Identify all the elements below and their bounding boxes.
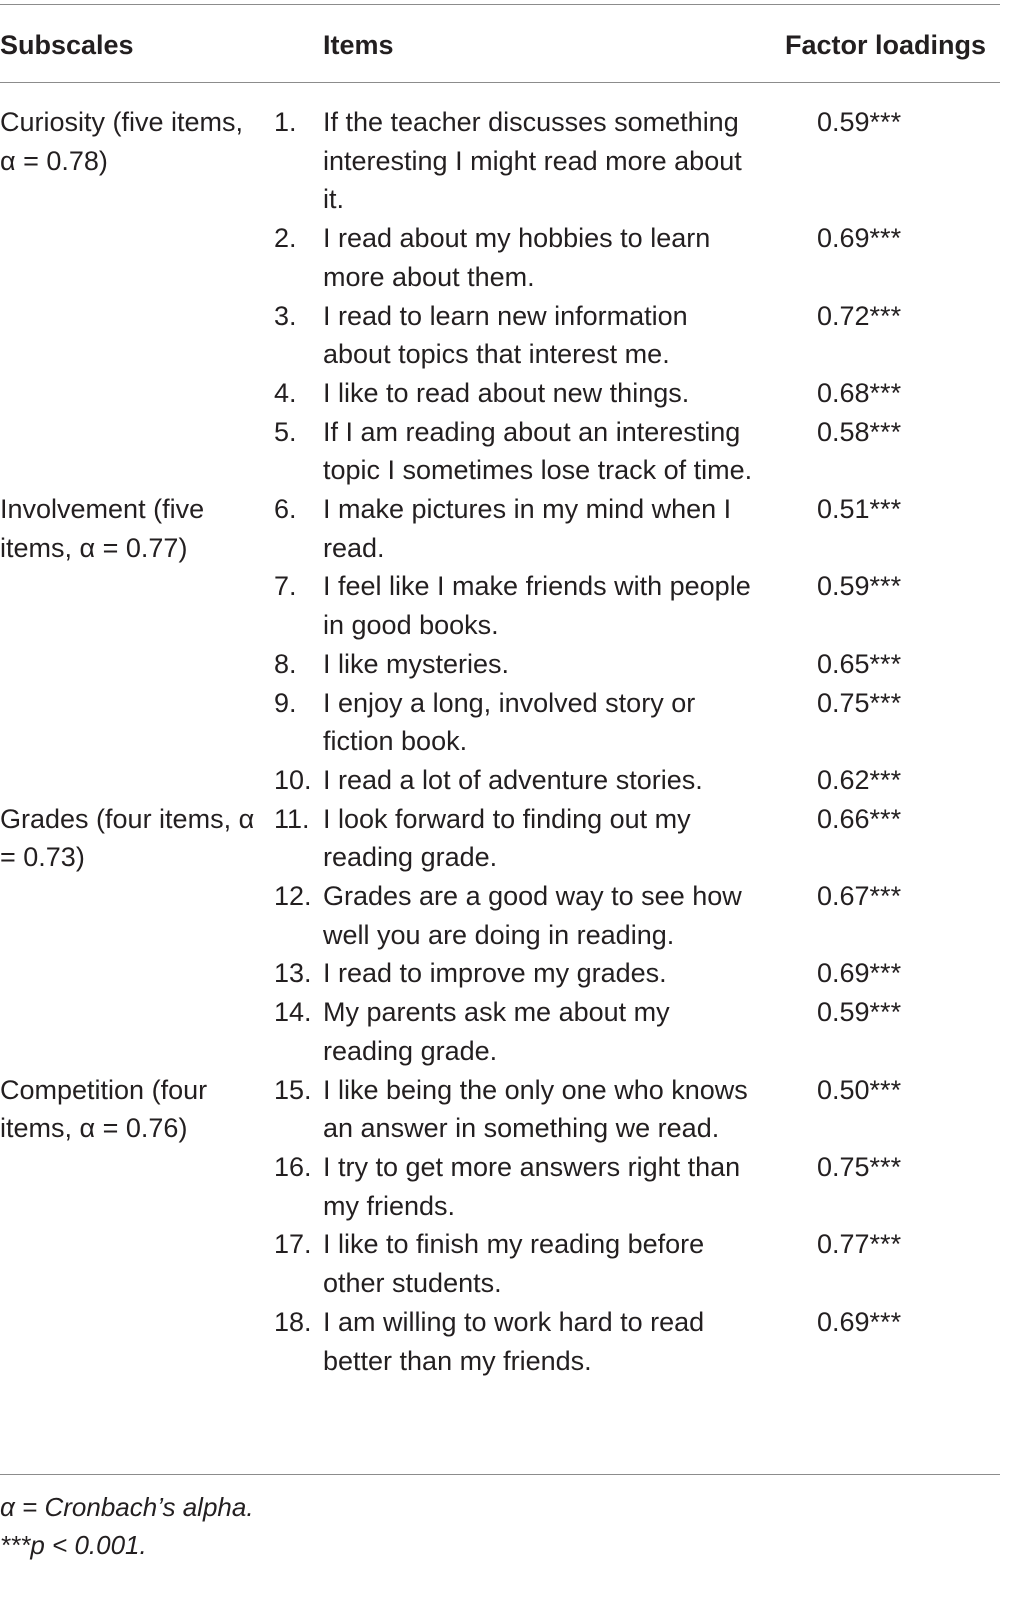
table-row bbox=[0, 877, 1000, 954]
table-row bbox=[0, 103, 1000, 219]
item-text-cell: If I am reading about an interesting topic I sometimes lose track of time. bbox=[323, 416, 753, 486]
item-number-cell bbox=[258, 1148, 322, 1225]
item-number-cell bbox=[258, 374, 322, 413]
table-body bbox=[0, 103, 1000, 1380]
factor-loading-cell: 0.59*** bbox=[817, 571, 902, 602]
item-number-cell bbox=[258, 1071, 322, 1148]
item-number: 13. bbox=[274, 958, 312, 989]
item-number: 17. bbox=[274, 1229, 312, 1260]
item-number-cell bbox=[258, 877, 322, 954]
table-row bbox=[0, 645, 1000, 684]
item-text-cell: Grades are a good way to see how well you are doing in reading. bbox=[323, 881, 742, 950]
item-number-cell bbox=[258, 413, 322, 490]
subscale-cell bbox=[0, 567, 258, 644]
factor-loading-cell: 0.65*** bbox=[817, 648, 902, 679]
subscale-cell: Grades (four items, α = 0.73) bbox=[0, 803, 255, 873]
item-number-cell bbox=[258, 1303, 322, 1380]
item-text-cell: I am willing to work hard to read better than my friends. bbox=[323, 1306, 705, 1376]
subscale-cell bbox=[0, 1225, 258, 1302]
factor-loading-cell: 0.72*** bbox=[817, 300, 902, 331]
item-number: 6. bbox=[274, 494, 297, 525]
table-row bbox=[0, 374, 1000, 413]
item-number: 16. bbox=[274, 1151, 312, 1182]
subscale-cell bbox=[0, 374, 258, 413]
item-text-cell: I like mysteries. bbox=[323, 648, 510, 679]
item-number-cell bbox=[258, 800, 322, 877]
item-number-cell bbox=[258, 103, 322, 219]
table-row bbox=[0, 1148, 1000, 1225]
table-row bbox=[0, 800, 1000, 877]
item-number-cell bbox=[258, 645, 322, 684]
factor-loading-cell: 0.66*** bbox=[817, 803, 902, 834]
item-number-cell bbox=[258, 954, 322, 993]
table-row bbox=[0, 684, 1000, 761]
subscale-cell bbox=[0, 877, 258, 954]
table-row bbox=[0, 413, 1000, 490]
factor-loading-cell: 0.58*** bbox=[817, 416, 902, 447]
subscale-cell: Competition (four items, α = 0.76) bbox=[0, 1074, 208, 1144]
item-text-cell: I look forward to finding out my reading grade. bbox=[323, 803, 691, 873]
table-row bbox=[0, 761, 1000, 800]
item-number: 5. bbox=[274, 416, 297, 447]
item-number-cell bbox=[258, 219, 322, 296]
table-row bbox=[0, 567, 1000, 644]
item-number: 1. bbox=[274, 107, 297, 137]
item-number-cell bbox=[258, 684, 322, 761]
item-number: 2. bbox=[274, 223, 297, 254]
item-number: 15. bbox=[274, 1074, 312, 1105]
subscale-cell bbox=[0, 219, 258, 296]
subscale-cell bbox=[0, 1148, 258, 1225]
header-rule bbox=[0, 82, 1000, 83]
subscale-cell bbox=[0, 1303, 258, 1380]
factor-loading-cell: 0.75*** bbox=[817, 687, 902, 718]
factor-loading-cell: 0.69*** bbox=[817, 958, 902, 989]
item-text-cell: I read to learn new information about topics that interest me. bbox=[323, 300, 688, 370]
top-rule bbox=[0, 4, 1000, 5]
subscale-cell bbox=[0, 993, 258, 1070]
header-items: Items bbox=[323, 30, 394, 60]
bottom-rule bbox=[0, 1474, 1000, 1475]
factor-loading-cell: 0.69*** bbox=[817, 223, 902, 254]
factor-loading-cell: 0.67*** bbox=[817, 881, 902, 912]
header-factor-loadings: Factor loadings bbox=[784, 30, 986, 60]
item-text-cell: I try to get more answers right than my friends. bbox=[323, 1151, 741, 1221]
item-number: 12. bbox=[274, 881, 312, 912]
subscale-cell: Curiosity (five items, α = 0.78) bbox=[0, 107, 244, 176]
item-number: 3. bbox=[274, 300, 297, 331]
item-text-cell: I like being the only one who knows an answer in something we read. bbox=[323, 1074, 748, 1144]
factor-loading-cell: 0.59*** bbox=[817, 107, 902, 137]
item-number-cell bbox=[258, 761, 322, 800]
item-text-cell: If the teacher discusses something interesting I might read more about it. bbox=[323, 107, 742, 215]
item-number: 18. bbox=[274, 1306, 312, 1337]
factor-loading-cell: 0.51*** bbox=[817, 494, 902, 525]
footnote-significance: ***p < 0.001. bbox=[0, 1530, 147, 1560]
item-text-cell: My parents ask me about my reading grade. bbox=[323, 997, 670, 1066]
item-number-cell bbox=[258, 490, 322, 567]
table-row bbox=[0, 490, 1000, 567]
item-number: 10. bbox=[274, 764, 312, 795]
item-number: 14. bbox=[274, 997, 312, 1028]
item-number-cell bbox=[258, 567, 322, 644]
item-text-cell: I like to read about new things. bbox=[323, 377, 690, 408]
table-row bbox=[0, 219, 1000, 296]
subscale-cell: Involvement (five items, α = 0.77) bbox=[0, 494, 205, 563]
table-row bbox=[0, 1225, 1000, 1302]
item-text-cell: I read to improve my grades. bbox=[323, 958, 667, 989]
subscale-cell bbox=[0, 297, 258, 374]
item-text-cell: I read a lot of adventure stories. bbox=[323, 764, 703, 795]
factor-loading-cell: 0.62*** bbox=[817, 764, 902, 795]
table-header bbox=[0, 26, 1000, 66]
factor-loading-cell: 0.68*** bbox=[817, 377, 902, 408]
item-text-cell: I make pictures in my mind when I read. bbox=[323, 494, 732, 563]
item-text-cell: I feel like I make friends with people in good books. bbox=[323, 571, 751, 641]
item-number: 9. bbox=[274, 687, 297, 718]
item-text-cell: I enjoy a long, involved story or fiction book. bbox=[323, 687, 696, 757]
footnote-alpha: α = Cronbach’s alpha. bbox=[0, 1492, 254, 1522]
item-number: 11. bbox=[274, 803, 310, 834]
factor-loading-cell: 0.77*** bbox=[817, 1229, 902, 1260]
header-subscales: Subscales bbox=[0, 30, 134, 60]
subscale-cell bbox=[0, 761, 258, 800]
subscale-cell bbox=[0, 645, 258, 684]
item-number: 8. bbox=[274, 648, 297, 679]
factor-loading-cell: 0.50*** bbox=[817, 1074, 902, 1105]
subscale-cell bbox=[0, 954, 258, 993]
subscale-cell bbox=[0, 684, 258, 761]
item-text-cell: I read about my hobbies to learn more about them. bbox=[323, 223, 711, 292]
factor-loading-cell: 0.75*** bbox=[817, 1151, 902, 1182]
table-row bbox=[0, 954, 1000, 993]
table-row bbox=[0, 297, 1000, 374]
factor-loading-cell: 0.69*** bbox=[817, 1306, 902, 1337]
table-row bbox=[0, 1303, 1000, 1380]
item-number-cell bbox=[258, 1225, 322, 1302]
table-row bbox=[0, 993, 1000, 1070]
table-row bbox=[0, 1071, 1000, 1148]
table-footnotes bbox=[0, 1488, 254, 1564]
item-number: 4. bbox=[274, 377, 297, 408]
item-number: 7. bbox=[274, 571, 297, 602]
factor-loading-cell: 0.59*** bbox=[817, 997, 902, 1028]
item-text-cell: I like to finish my reading before other students. bbox=[323, 1229, 705, 1299]
item-number-cell bbox=[258, 993, 322, 1070]
item-number-cell bbox=[258, 297, 322, 374]
subscale-cell bbox=[0, 413, 258, 490]
